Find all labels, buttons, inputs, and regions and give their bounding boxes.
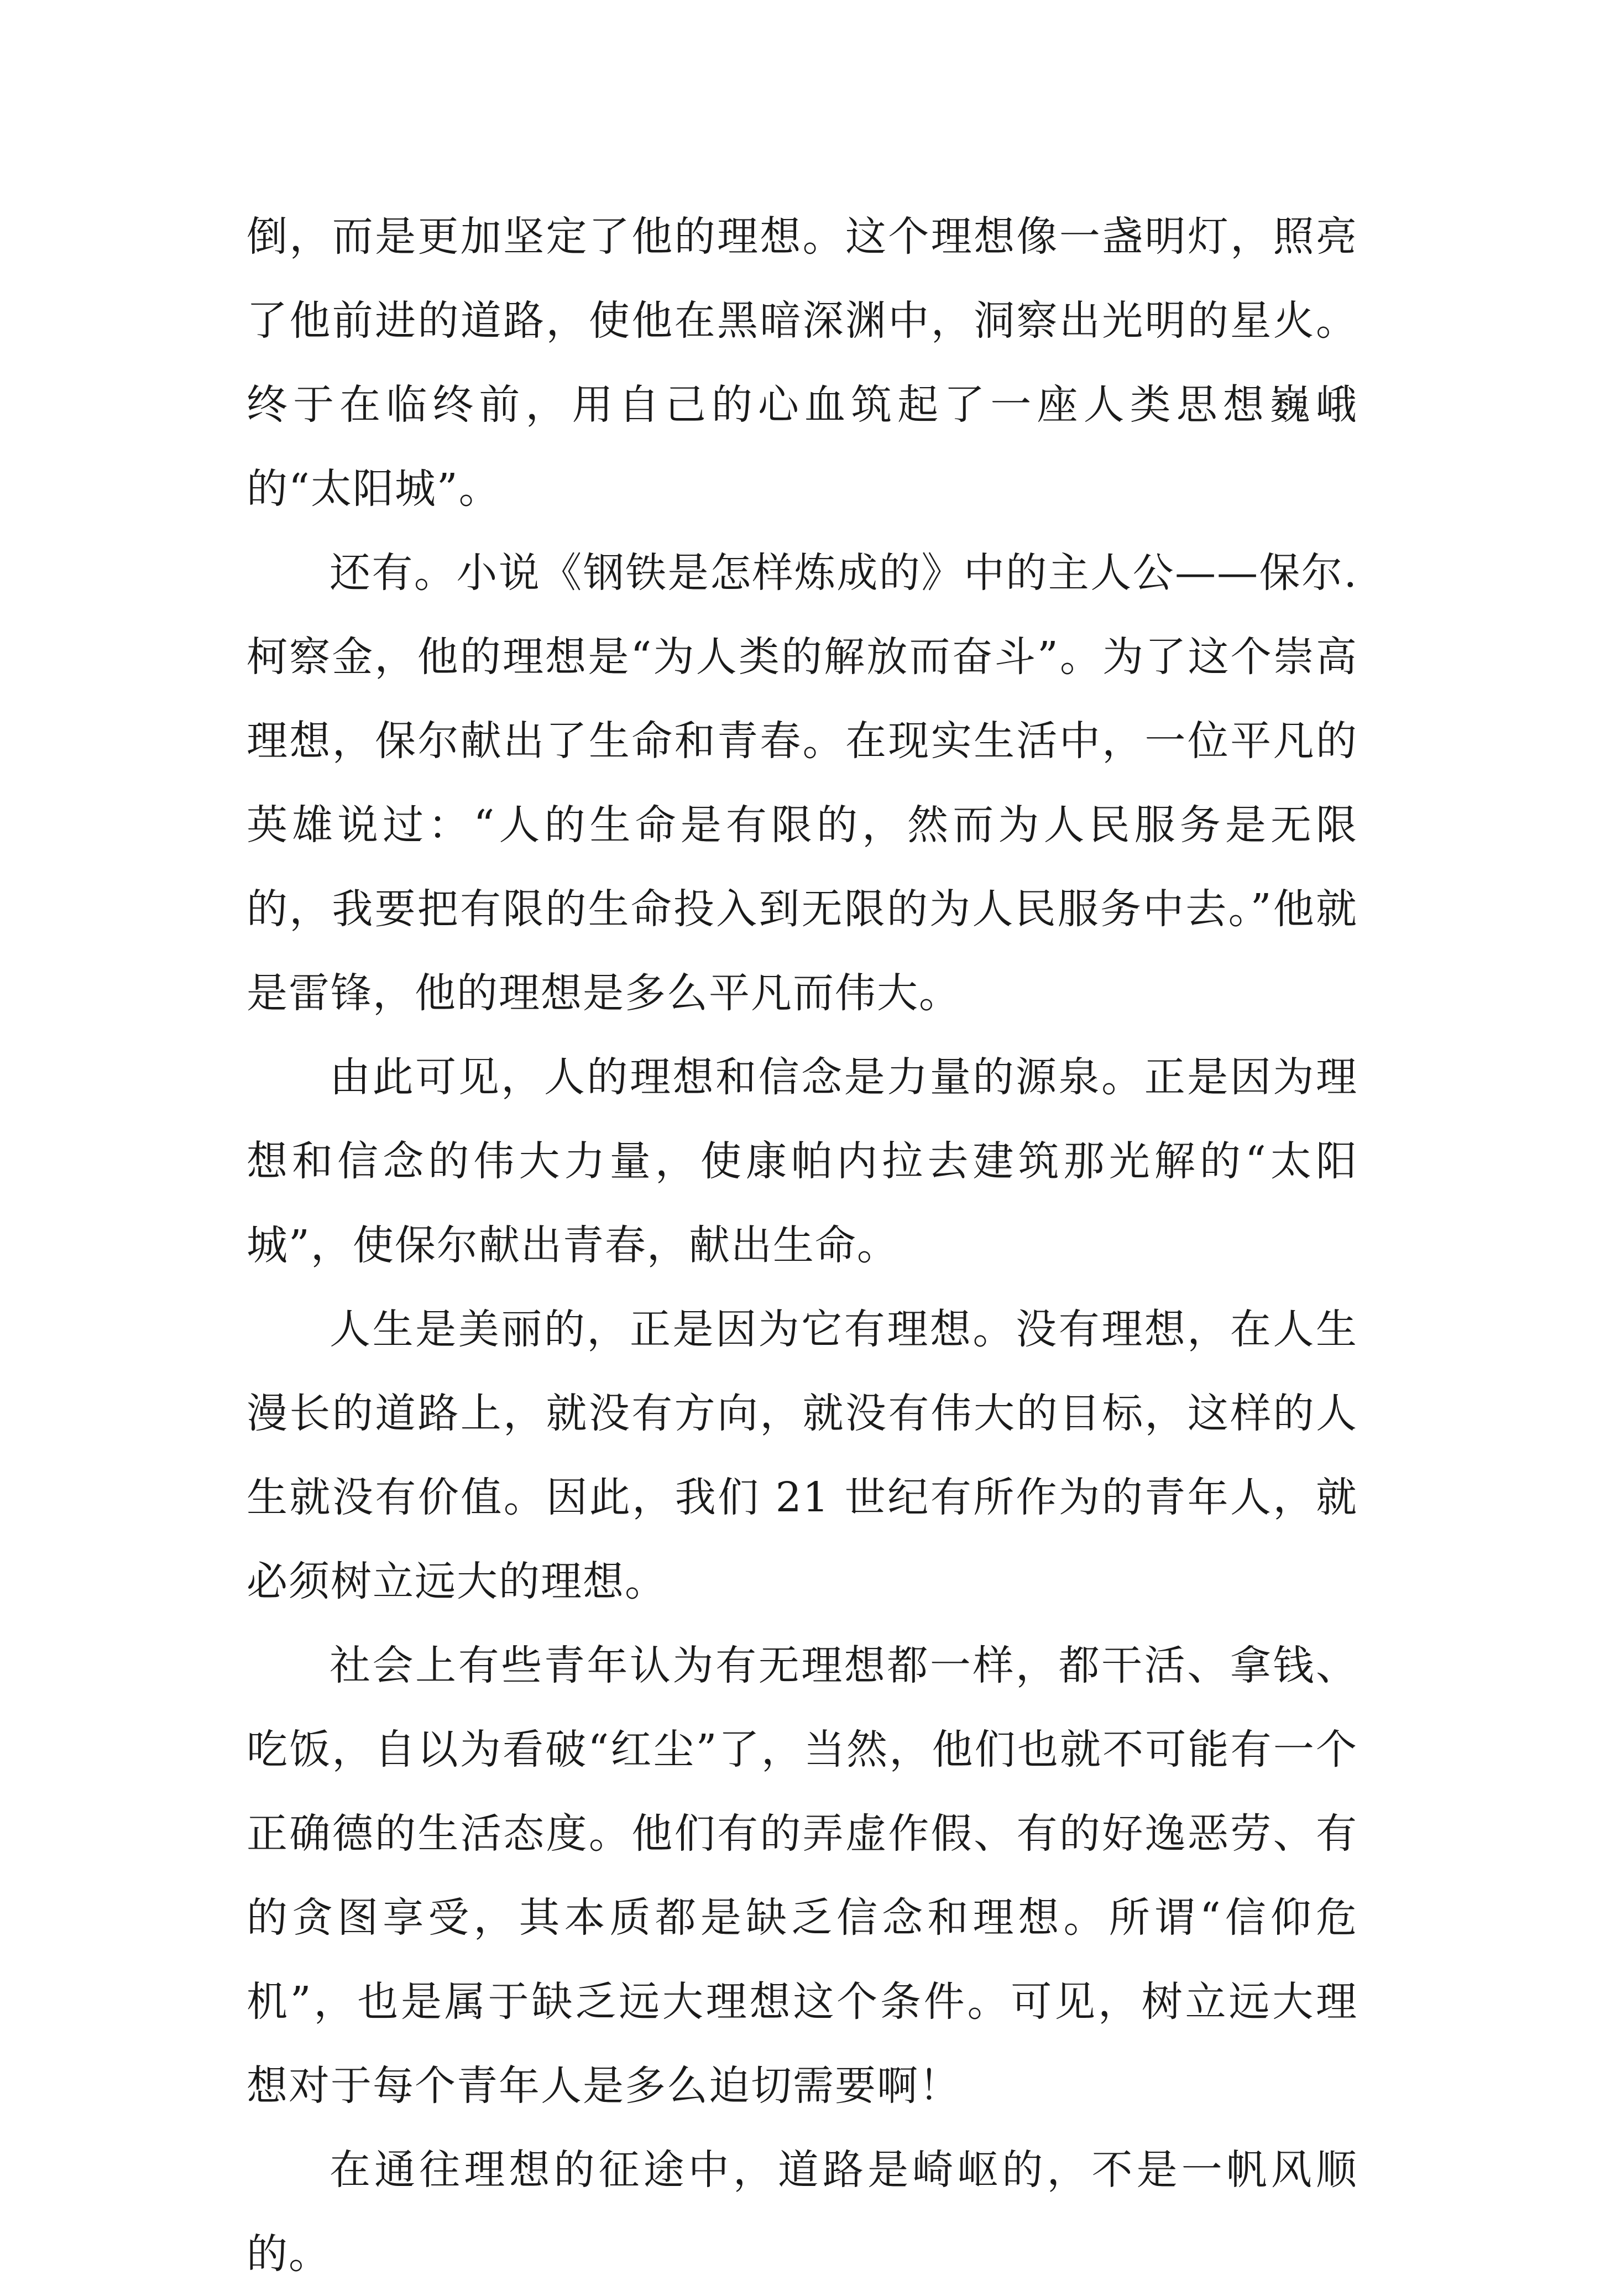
paragraph-4: 人生是美丽的，正是因为它有理想。没有理想，在人生漫长的道路上，就没有方向，就没有伟大的目标，这样的人生就没有价值。因此，我们 21 世纪有所作为的青年人，就必须树立远大的理想。: [247, 1306, 1358, 1605]
paragraph-6: 在通往理想的征途中，道路是崎岖的，不是一帆风顺的。: [247, 2146, 1358, 2278]
document-body: [247, 195, 1358, 2296]
paragraph-3: 由此可见，人的理想和信念是力量的源泉。正是因为理想和信念的伟大力量，使康帕内拉去建筑那光解的“太阳城”，使保尔献出青春，献出生命。: [247, 1053, 1358, 1269]
paragraph-5: 社会上有些青年认为有无理想都一样，都干活、拿钱、吃饭，自以为看破“红尘”了，当然，他们也就不可能有一个正确德的生活态度。他们有的弄虚作假、有的好逸恶劳、有的贪图享受，其本质都是缺乏信念和理想。所谓“信仰危机”，也是属于缺乏远大理想这个条件。可见，树立远大理想对于每个青年人是多么迫切需要啊！: [247, 1642, 1358, 2110]
paragraph-1: 倒，而是更加坚定了他的理想。这个理想像一盏明灯，照亮了他前进的道路，使他在黑暗深渊中，洞察出光明的星火。终于在临终前，用自己的心血筑起了一座人类思想巍峨的“太阳城”。: [247, 213, 1358, 513]
paragraph-2: 还有。小说《钢铁是怎样炼成的》中的主人公——保尔.柯察金，他的理想是“为人类的解放而奋斗”。为了这个崇高理想，保尔献出了生命和青春。在现实生活中，一位平凡的英雄说过：“人的生命是有限的，然而为人民服务是无限的，我要把有限的生命投入到无限的为人民服务中去。”他就是雷锋，他的理想是多么平凡而伟大。: [247, 549, 1358, 1017]
